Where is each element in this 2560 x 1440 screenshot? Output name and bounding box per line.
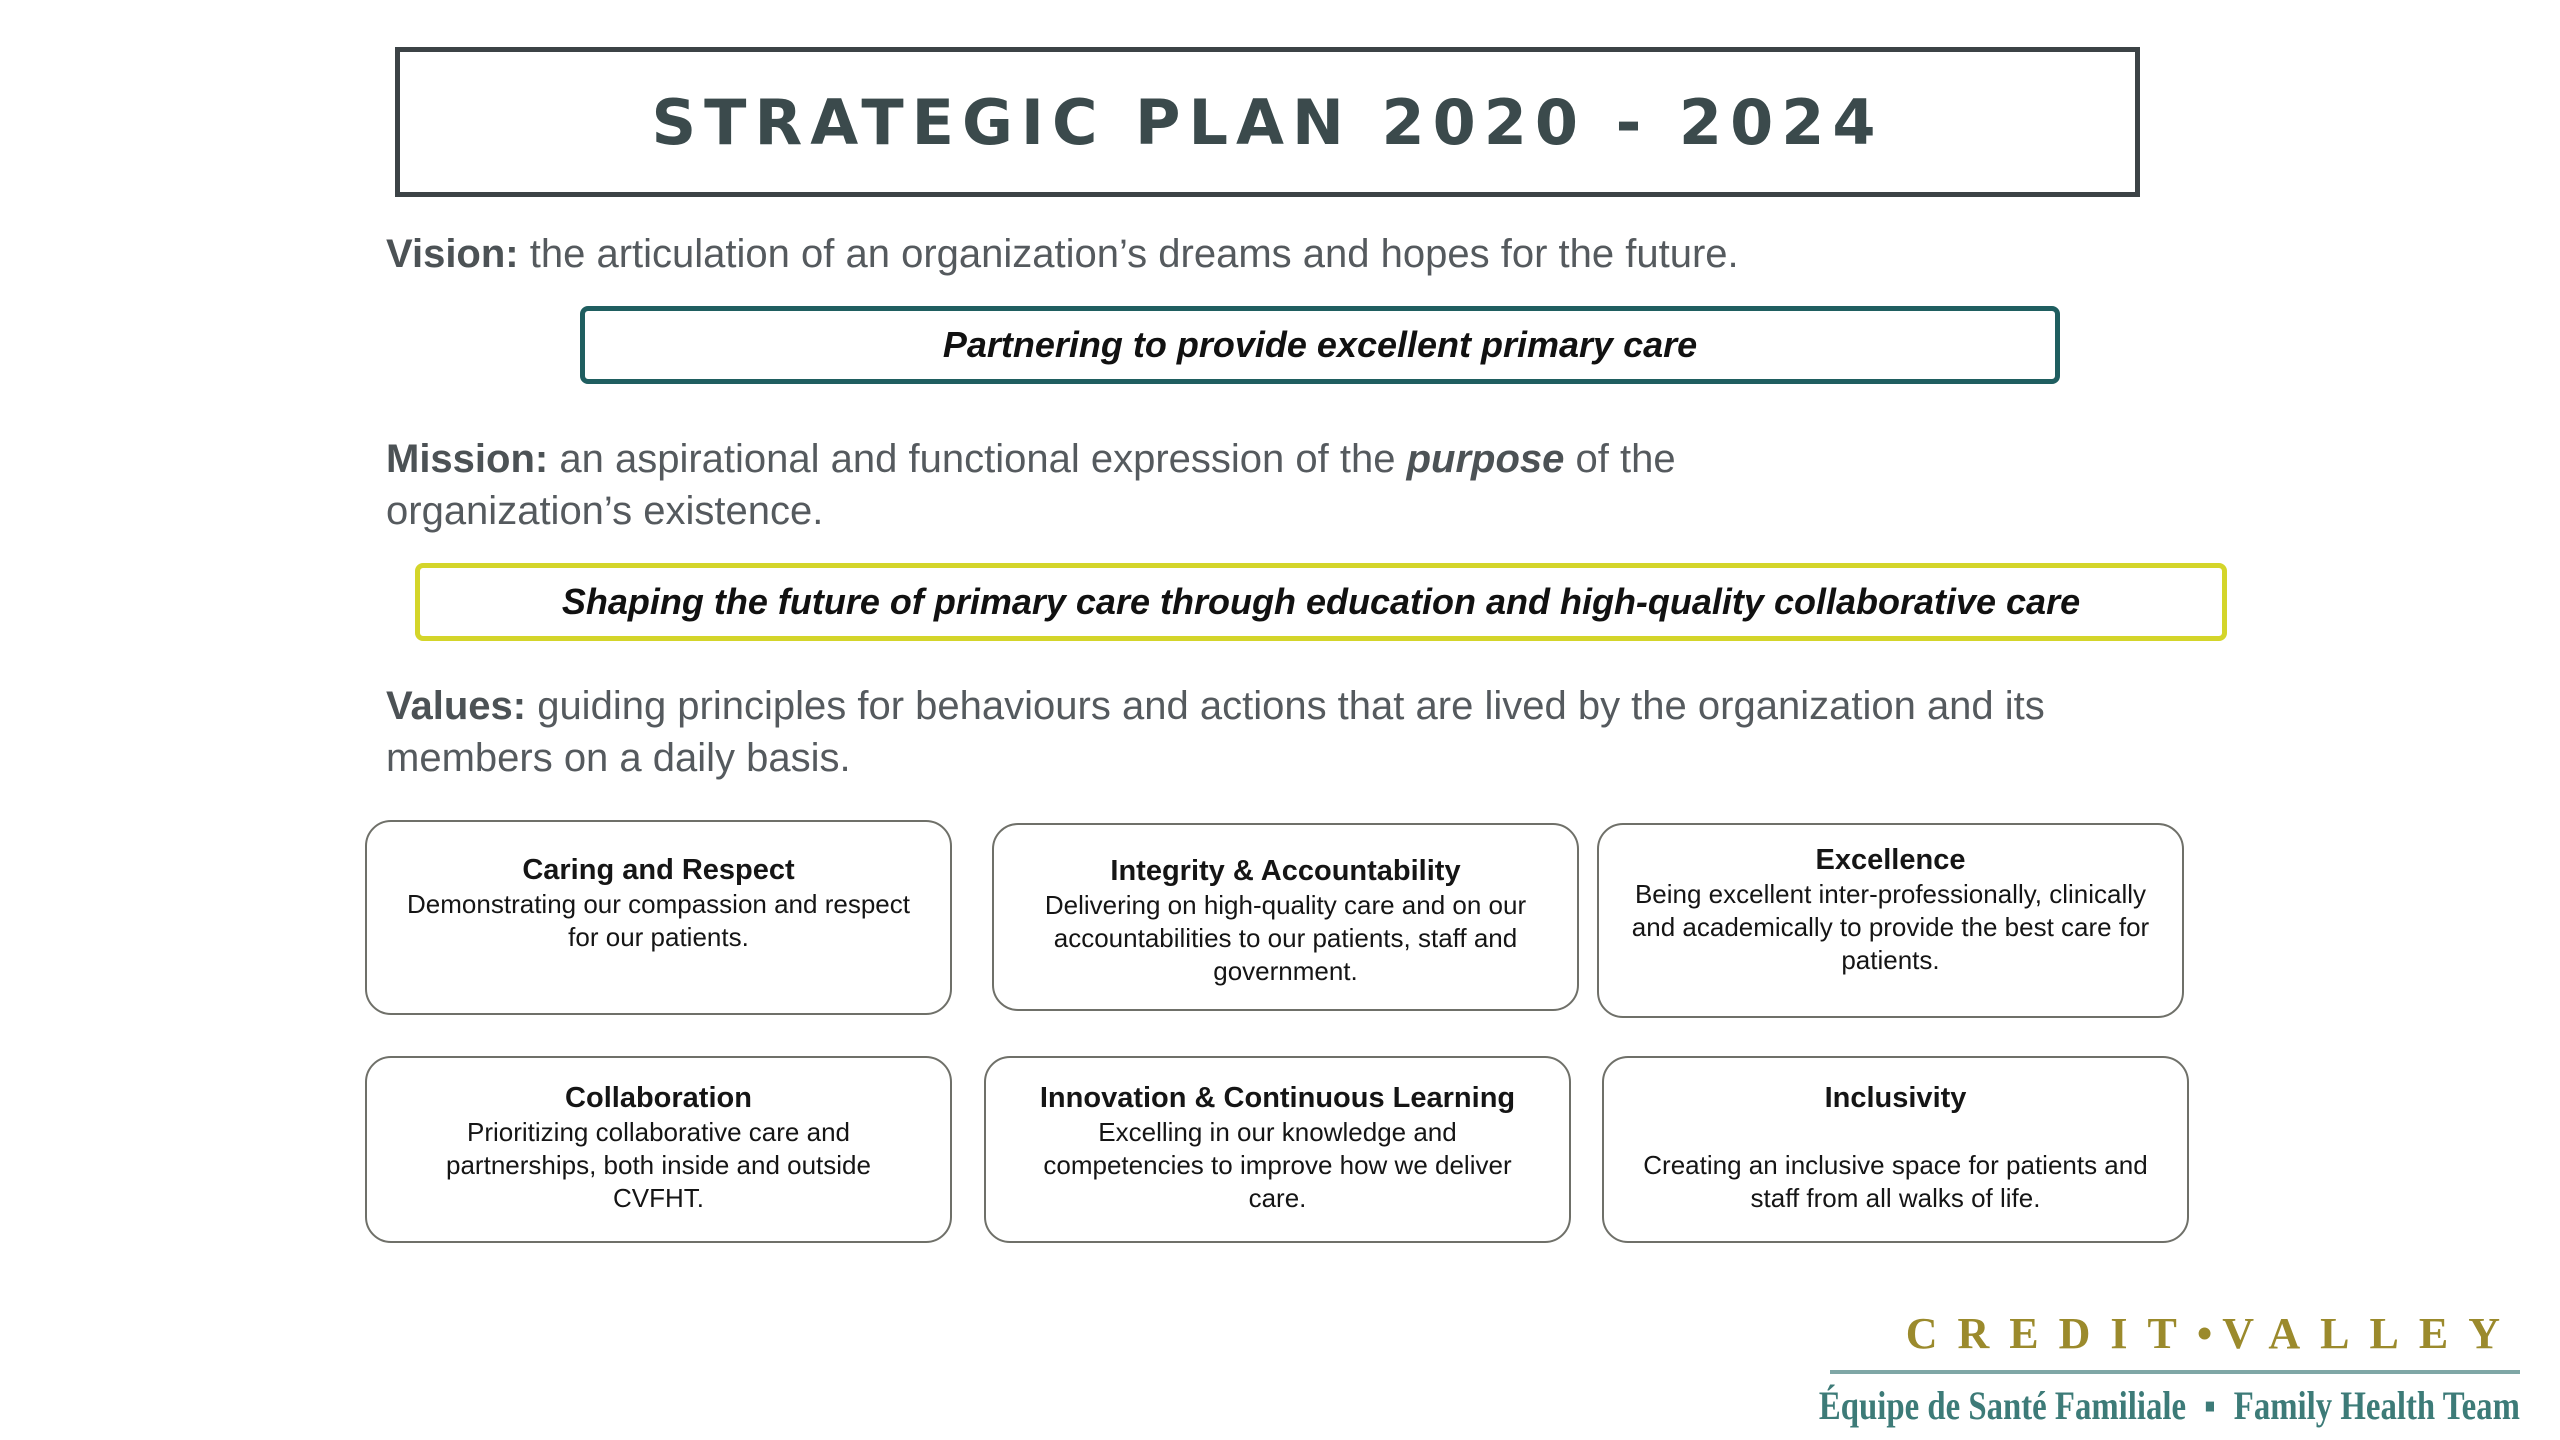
logo-tagline-english: Family Health Team [2233, 1383, 2520, 1428]
value-title: Collaboration [565, 1082, 752, 1114]
value-card-innovation-learning [984, 1056, 1571, 1243]
vision-term: Vision: [386, 232, 519, 276]
values-definition-line2: members on a daily basis. [386, 736, 851, 780]
logo-tagline [1819, 1382, 2520, 1429]
value-card-inclusivity [1602, 1056, 2189, 1243]
values-term: Values: [386, 684, 527, 728]
logo-square-separator: ▪ [2204, 1383, 2216, 1428]
mission-term: Mission: [386, 437, 549, 481]
value-description: Being excellent inter-professionally, clinically and academically to provide the best care for patients. [1631, 879, 2150, 975]
value-card-collaboration [365, 1056, 952, 1243]
vision-statement: Partnering to provide excellent primary care [942, 324, 1698, 365]
logo-dot-separator: • [2196, 1309, 2223, 1358]
logo-word-credit: CREDIT [1905, 1309, 2197, 1358]
value-title: Innovation & Continuous Learning [1039, 1082, 1516, 1114]
value-title: Integrity & Accountability [1110, 855, 1461, 887]
mission-definition [386, 433, 1676, 537]
values-definition-text: guiding principles for behaviours and actions that are lived by the organization and its [526, 684, 2045, 728]
logo-divider [1830, 1370, 2520, 1374]
mission-definition-text-end: of the [1564, 437, 1676, 481]
value-description: Delivering on high-quality care and on our accountabilities to our patients, staff and government. [1044, 890, 1527, 986]
mission-statement-box [415, 563, 2227, 641]
value-title: Excellence [1815, 844, 1966, 876]
values-definition [386, 680, 2045, 784]
logo-tagline-french: Équipe de Santé Familiale [1818, 1383, 2187, 1428]
value-card-excellence [1597, 823, 2184, 1018]
vision-statement-box [580, 306, 2060, 384]
logo-wordmark [1906, 1308, 2520, 1359]
page-title: STRATEGIC PLAN 2020 - 2024 [651, 85, 1884, 159]
vision-definition-text: the articulation of an organization’s dreams and hopes for the future. [518, 232, 1739, 276]
logo-word-valley: VALLEY [2222, 1309, 2520, 1358]
value-title: Inclusivity [1824, 1082, 1967, 1114]
vision-definition [386, 228, 1739, 280]
mission-definition-emphasis: purpose [1406, 437, 1565, 481]
mission-statement: Shaping the future of primary care through education and high-quality collaborative care [561, 581, 2081, 622]
value-description: Prioritizing collaborative care and partnerships, both inside and outside CVFHT. [446, 1117, 871, 1213]
value-description: Demonstrating our compassion and respect for our patients. [407, 889, 910, 952]
mission-definition-text: an aspirational and functional expression of the [548, 437, 1407, 481]
value-card-caring-respect [365, 820, 952, 1015]
value-description: Creating an inclusive space for patients and staff from all walks of life. [1643, 1150, 2148, 1213]
credit-valley-logo [1818, 1300, 2520, 1440]
title-banner [395, 47, 2140, 197]
value-card-integrity-accountability [992, 823, 1579, 1011]
value-description: Excelling in our knowledge and competencies to improve how we deliver care. [1043, 1117, 1512, 1213]
mission-definition-line2: organization’s existence. [386, 489, 824, 533]
value-title: Caring and Respect [522, 854, 795, 886]
